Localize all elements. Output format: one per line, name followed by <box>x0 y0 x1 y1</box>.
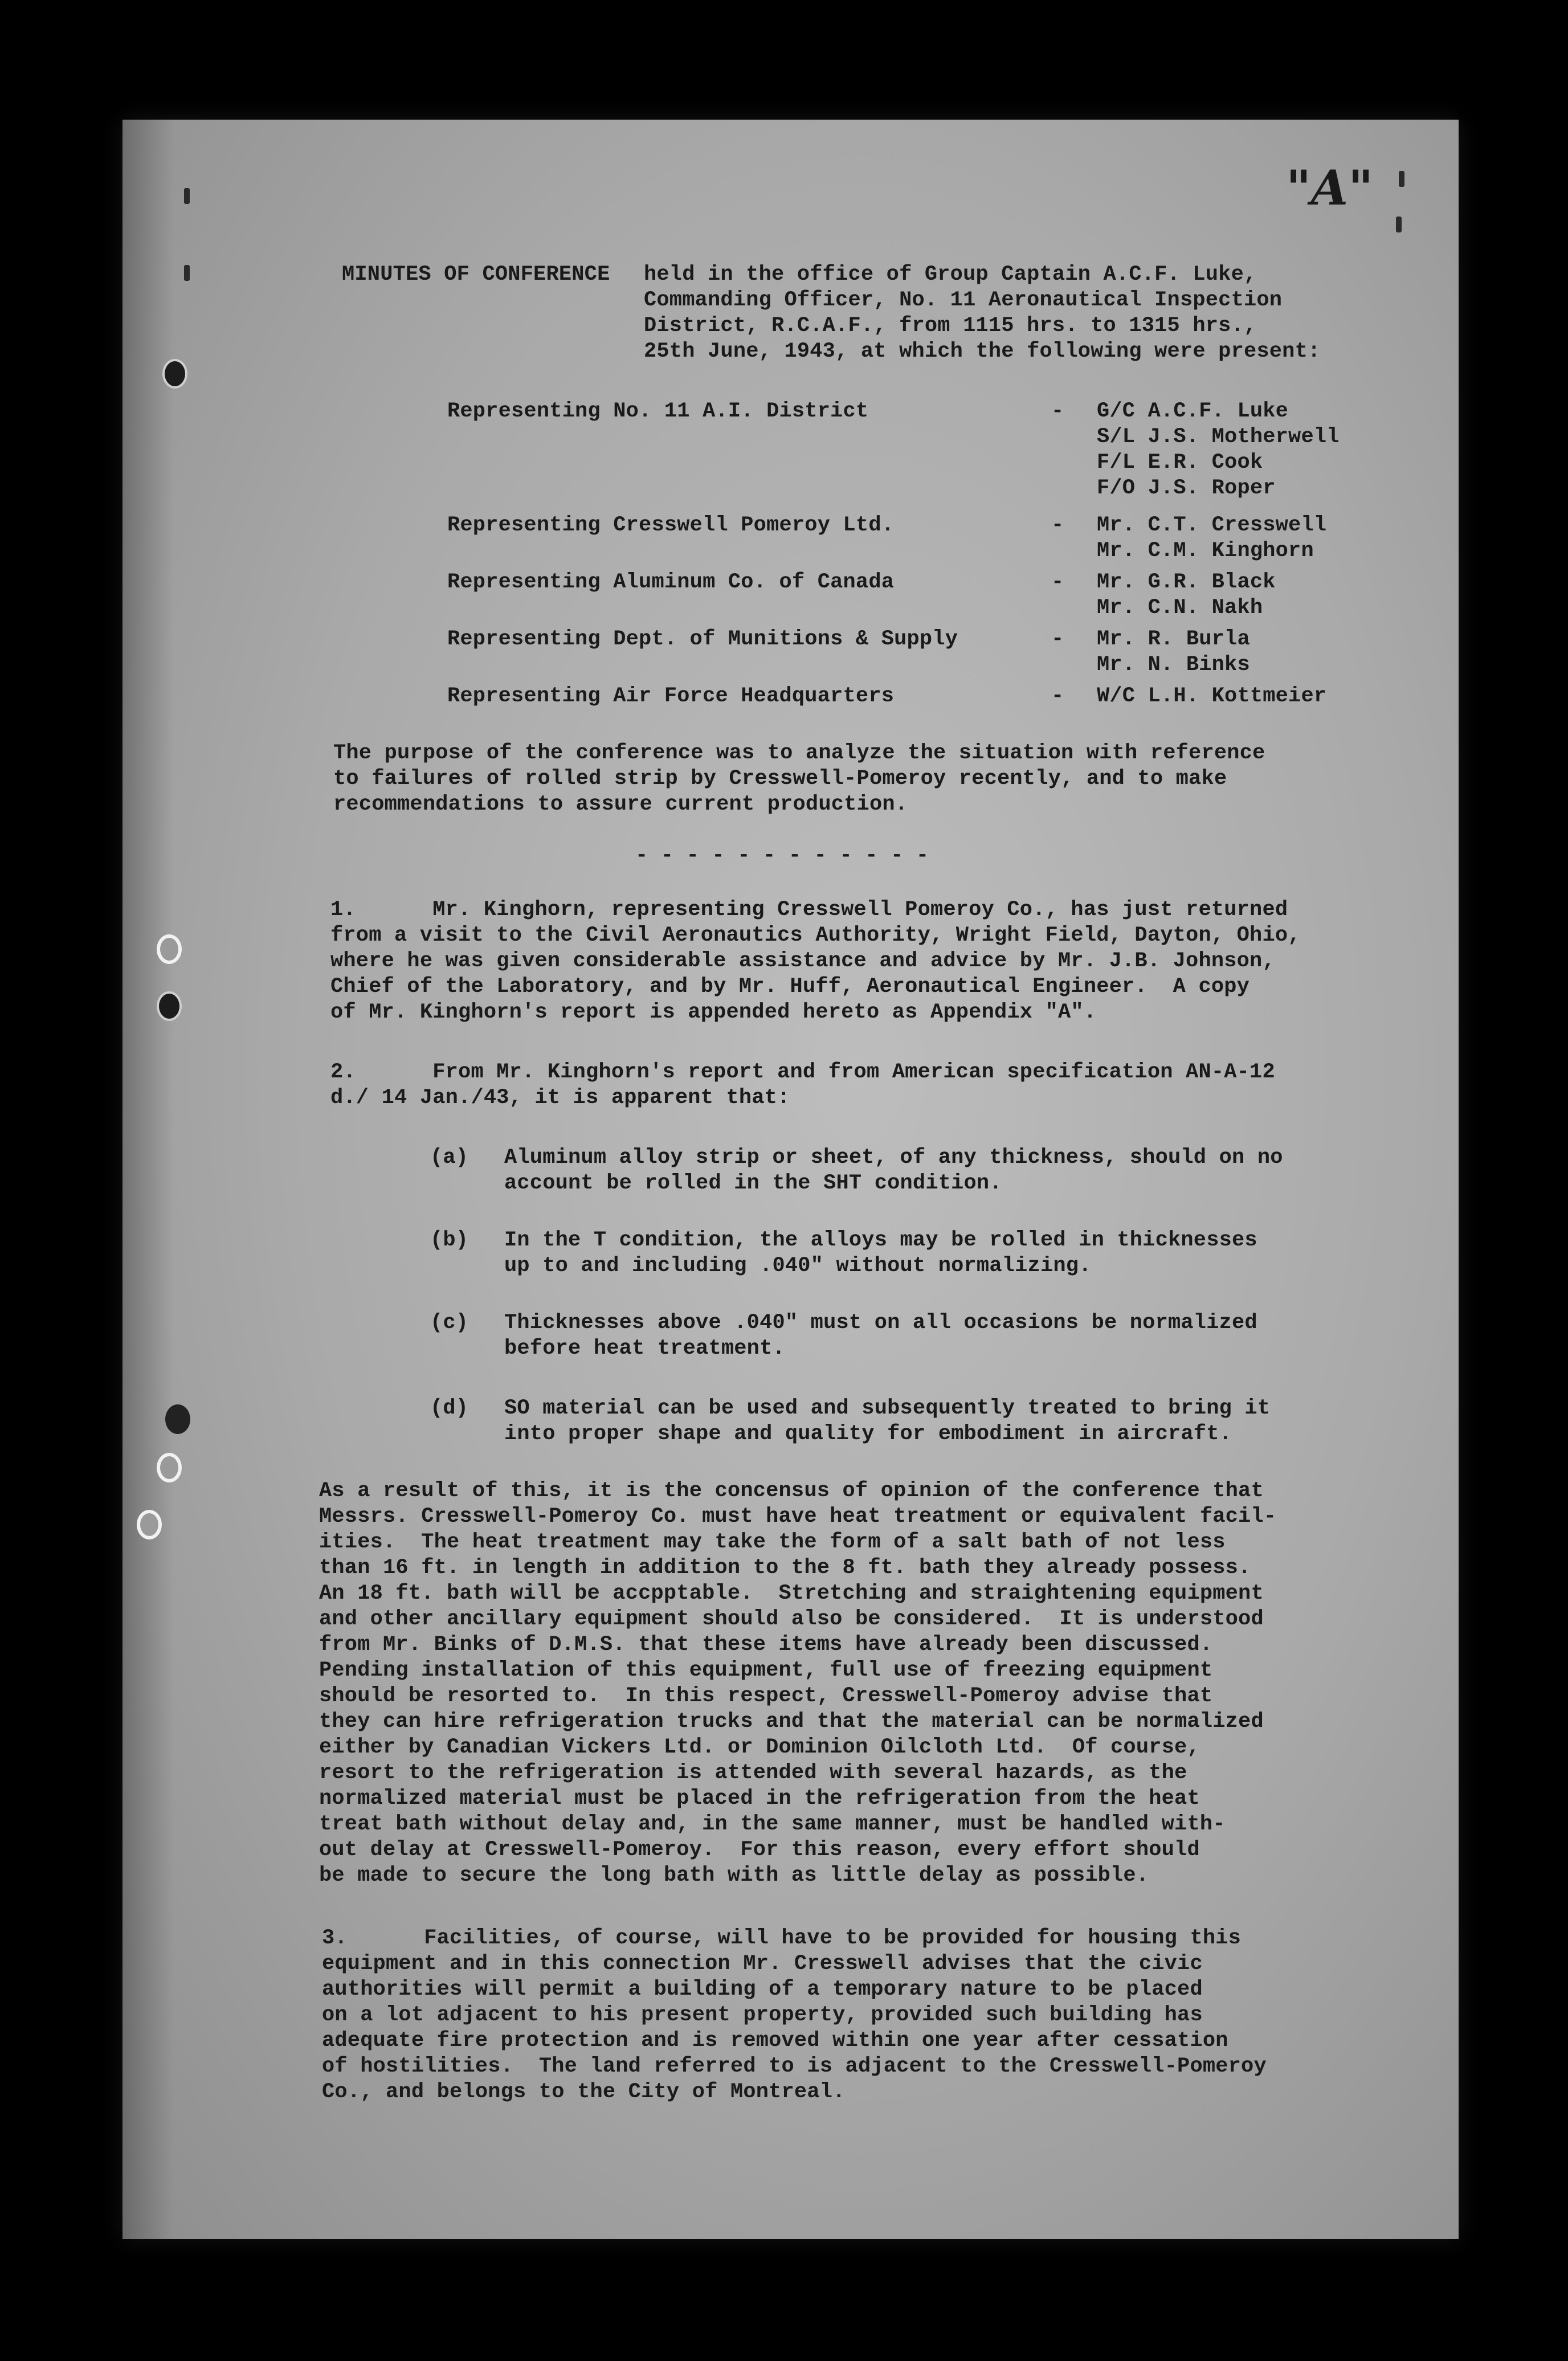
subitem-label: (a) <box>430 1146 469 1170</box>
result-line: Messrs. Cresswell-Pomeroy Co. must have heat treatment or equivalent facil- <box>319 1505 1277 1529</box>
margin-mark <box>184 265 190 281</box>
punch-hole-mark <box>157 934 182 964</box>
subitem-line: Aluminum alloy strip or sheet, of any thickness, should on no <box>504 1146 1283 1170</box>
header-line: 25th June, 1943, at which the following were present: <box>644 340 1321 363</box>
purpose-line: to failures of rolled strip by Cresswell-Pomeroy recently, and to make <box>333 767 1227 791</box>
subitem-label: (c) <box>430 1311 469 1335</box>
result-line: than 16 ft. in length in addition to the 8 ft. bath they already possess. <box>319 1556 1251 1580</box>
result-line: they can hire refrigeration trucks and that the material can be normalized <box>319 1710 1264 1734</box>
subitem-line: before heat treatment. <box>504 1337 785 1361</box>
header-line: Commanding Officer, No. 11 Aeronautical Inspection <box>644 288 1283 312</box>
result-line: from Mr. Binks of D.M.S. that these items have already been discussed. <box>319 1633 1213 1657</box>
result-line: Pending installation of this equipment, full use of freezing equipment <box>319 1659 1213 1682</box>
punch-hole-mark <box>162 359 187 389</box>
margin-mark <box>1396 217 1402 232</box>
para1-line: of Mr. Kinghorn's report is appended hereto as Appendix "A". <box>330 1000 1097 1024</box>
header-label: MINUTES OF CONFERENCE <box>342 263 610 287</box>
subitem-label: (d) <box>430 1396 469 1420</box>
attendee-name: G/C A.C.F. Luke <box>1097 399 1289 423</box>
attendee-org: Representing Cresswell Pomeroy Ltd. <box>447 513 895 537</box>
subitem-line: account be rolled in the SHT condition. <box>504 1171 1002 1195</box>
subitem-line: SO material can be used and subsequently treated to bring it <box>504 1396 1271 1420</box>
para3-line: 3. Facilities, of course, will have to be provided for housing this <box>322 1926 1242 1950</box>
attendee-name: F/O J.S. Roper <box>1097 476 1276 500</box>
subitem-line: Thicknesses above .040" must on all occasions be normalized <box>504 1311 1257 1335</box>
attendee-name: Mr. N. Binks <box>1097 653 1250 677</box>
result-line: treat bath without delay and, in the same manner, must be handled with- <box>319 1812 1226 1836</box>
result-line: either by Canadian Vickers Ltd. or Dominion Oilcloth Ltd. Of course, <box>319 1735 1200 1759</box>
para1-line: 1. Mr. Kinghorn, representing Cresswell Pomeroy Co., has just returned <box>330 898 1288 922</box>
margin-mark <box>184 188 190 204</box>
para3-line: on a lot adjacent to his present property, provided such building has <box>322 2003 1203 2027</box>
attendee-org: Representing Aluminum Co. of Canada <box>447 570 895 594</box>
document-page <box>122 120 1459 2239</box>
subitem-label: (b) <box>430 1228 469 1252</box>
punch-hole-mark <box>165 1404 190 1434</box>
attendee-dash: - <box>1051 513 1064 537</box>
attendee-name: Mr. C.T. Cresswell <box>1097 513 1327 537</box>
para2-line: d./ 14 Jan./43, it is apparent that: <box>330 1086 790 1110</box>
para1-line: from a visit to the Civil Aeronautics Authority, Wright Field, Dayton, Ohio, <box>330 924 1301 947</box>
result-line: and other ancillary equipment should also be considered. It is understood <box>319 1607 1264 1631</box>
result-line: normalized material must be placed in the refrigeration from the heat <box>319 1787 1200 1811</box>
attendee-name: Mr. C.N. Nakh <box>1097 596 1263 620</box>
attendee-org: Representing Dept. of Munitions & Supply <box>447 627 958 651</box>
attendee-dash: - <box>1051 627 1064 651</box>
result-line: out delay at Cresswell-Pomeroy. For this reason, every effort should <box>319 1838 1200 1862</box>
result-line: resort to the refrigeration is attended with several hazards, as the <box>319 1761 1187 1785</box>
corner-mark: "A" <box>1286 160 1373 216</box>
attendee-org: Representing Air Force Headquarters <box>447 684 895 708</box>
para3-line: Co., and belongs to the City of Montreal. <box>322 2080 846 2104</box>
punch-hole-mark <box>157 1453 182 1482</box>
attendee-name: F/L E.R. Cook <box>1097 451 1263 475</box>
header-line: held in the office of Group Captain A.C.F. Luke, <box>644 263 1257 287</box>
punch-hole-mark <box>137 1510 162 1539</box>
margin-mark <box>1399 171 1404 187</box>
result-line: ities. The heat treatment may take the form of a salt bath of not less <box>319 1530 1226 1554</box>
attendee-name: W/C L.H. Kottmeier <box>1097 684 1327 708</box>
attendee-name: Mr. R. Burla <box>1097 627 1250 651</box>
para3-line: of hostilities. The land referred to is adjacent to the Cresswell-Pomeroy <box>322 2054 1267 2078</box>
para3-line: adequate fire protection and is removed within one year after cessation <box>322 2029 1228 2053</box>
result-line: be made to secure the long bath with as little delay as possible. <box>319 1864 1149 1888</box>
para3-line: equipment and in this connection Mr. Cresswell advises that the civic <box>322 1952 1203 1976</box>
result-line: An 18 ft. bath will be accpptable. Stretching and straightening equipment <box>319 1582 1264 1606</box>
attendee-dash: - <box>1051 684 1064 708</box>
para3-line: authorities will permit a building of a temporary nature to be placed <box>322 1978 1203 2001</box>
attendee-name: S/L J.S. Motherwell <box>1097 425 1340 449</box>
punch-hole-mark <box>157 991 182 1021</box>
attendee-dash: - <box>1051 570 1064 594</box>
para1-line: where he was given considerable assistance and advice by Mr. J.B. Johnson, <box>330 949 1275 973</box>
attendee-name: Mr. G.R. Black <box>1097 570 1276 594</box>
subitem-line: up to and including .040" without normalizing. <box>504 1254 1092 1278</box>
purpose-line: recommendations to assure current production. <box>333 793 908 816</box>
attendee-name: Mr. C.M. Kinghorn <box>1097 539 1314 563</box>
attendee-dash: - <box>1051 399 1064 423</box>
result-line: should be resorted to. In this respect, Cresswell-Pomeroy advise that <box>319 1684 1213 1708</box>
result-line: As a result of this, it is the concensus of opinion of the conference that <box>319 1479 1264 1503</box>
attendee-org: Representing No. 11 A.I. District <box>447 399 869 423</box>
header-line: District, R.C.A.F., from 1115 hrs. to 1315 hrs., <box>644 314 1257 338</box>
subitem-line: into proper shape and quality for embodiment in aircraft. <box>504 1422 1232 1446</box>
purpose-line: The purpose of the conference was to analyze the situation with reference <box>333 741 1265 765</box>
para1-line: Chief of the Laboratory, and by Mr. Huff, Aeronautical Engineer. A copy <box>330 975 1250 999</box>
subitem-line: In the T condition, the alloys may be rolled in thicknesses <box>504 1228 1257 1252</box>
para2-line: 2. From Mr. Kinghorn's report and from American specification AN-A-12 <box>330 1060 1275 1084</box>
separator: - - - - - - - - - - - - <box>635 844 929 868</box>
